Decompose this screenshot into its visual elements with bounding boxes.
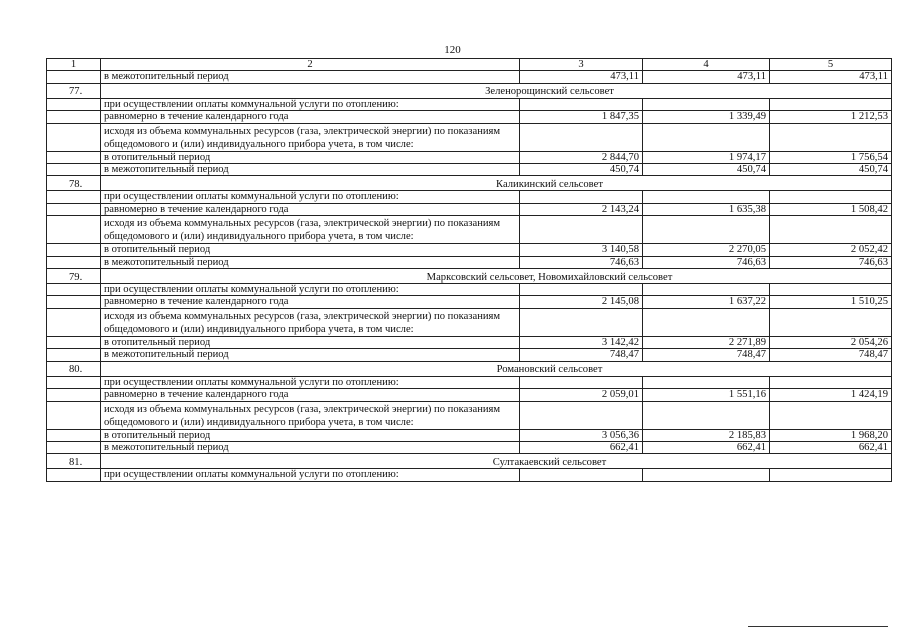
value-col3 bbox=[520, 469, 643, 481]
row-label: в межотопительный период bbox=[101, 71, 520, 83]
table-row bbox=[47, 164, 892, 176]
row-label: равномерно в течение календарного года bbox=[101, 296, 520, 308]
row-label: равномерно в течение календарного года bbox=[101, 111, 520, 123]
section-header-row bbox=[47, 454, 892, 469]
value-col5: 1 508,42 bbox=[770, 203, 892, 215]
row-number-cell bbox=[47, 256, 101, 268]
section-number: 77. bbox=[47, 83, 101, 98]
row-label: в отопительный период bbox=[101, 429, 520, 441]
value-col4: 2 185,83 bbox=[643, 429, 770, 441]
row-label: исходя из объема коммунальных ресурсов (газа, электрической энергии) по показаниям общедомового и (или) индивидуального прибора учета, в том числе: bbox=[101, 123, 520, 151]
value-col3: 2 844,70 bbox=[520, 151, 643, 163]
value-col4: 1 339,49 bbox=[643, 111, 770, 123]
value-col3: 473,11 bbox=[520, 71, 643, 83]
row-label: в отопительный период bbox=[101, 151, 520, 163]
row-label: при осуществлении оплаты коммунальной услуги по отоплению: bbox=[101, 191, 520, 203]
value-col5 bbox=[770, 98, 892, 110]
value-col3: 748,47 bbox=[520, 349, 643, 361]
column-header: 2 bbox=[101, 59, 520, 71]
section-number: 80. bbox=[47, 361, 101, 376]
value-col3: 3 140,58 bbox=[520, 244, 643, 256]
value-col5: 1 212,53 bbox=[770, 111, 892, 123]
value-col3: 2 145,08 bbox=[520, 296, 643, 308]
value-col4: 1 637,22 bbox=[643, 296, 770, 308]
value-col3: 3 142,42 bbox=[520, 336, 643, 348]
value-col5: 2 052,42 bbox=[770, 244, 892, 256]
value-col4 bbox=[643, 308, 770, 336]
section-number: 81. bbox=[47, 454, 101, 469]
row-label: в межотопительный период bbox=[101, 441, 520, 453]
value-col5 bbox=[770, 284, 892, 296]
table-row bbox=[47, 284, 892, 296]
value-col5: 450,74 bbox=[770, 164, 892, 176]
column-header-row bbox=[47, 59, 892, 71]
row-number-cell bbox=[47, 469, 101, 481]
value-col4 bbox=[643, 376, 770, 388]
value-col5: 1 510,25 bbox=[770, 296, 892, 308]
table-row bbox=[47, 296, 892, 308]
value-col4 bbox=[643, 284, 770, 296]
value-col4: 1 635,38 bbox=[643, 203, 770, 215]
value-col4: 2 270,05 bbox=[643, 244, 770, 256]
row-label: исходя из объема коммунальных ресурсов (газа, электрической энергии) по показаниям общедомового и (или) индивидуального прибора учета, в том числе: bbox=[101, 401, 520, 429]
section-header-row bbox=[47, 83, 892, 98]
row-number-cell bbox=[47, 308, 101, 336]
value-col5: 1 968,20 bbox=[770, 429, 892, 441]
value-col5 bbox=[770, 376, 892, 388]
row-number-cell bbox=[47, 401, 101, 429]
row-label: при осуществлении оплаты коммунальной услуги по отоплению: bbox=[101, 376, 520, 388]
value-col3 bbox=[520, 308, 643, 336]
section-header-row bbox=[47, 176, 892, 191]
table-row bbox=[47, 71, 892, 83]
column-header: 3 bbox=[520, 59, 643, 71]
table-row bbox=[47, 111, 892, 123]
row-label: при осуществлении оплаты коммунальной услуги по отоплению: bbox=[101, 98, 520, 110]
row-number-cell bbox=[47, 284, 101, 296]
row-label: при осуществлении оплаты коммунальной услуги по отоплению: bbox=[101, 469, 520, 481]
value-col4 bbox=[643, 98, 770, 110]
row-number-cell bbox=[47, 98, 101, 110]
column-header: 5 bbox=[770, 59, 892, 71]
value-col5: 1 424,19 bbox=[770, 389, 892, 401]
value-col5: 473,11 bbox=[770, 71, 892, 83]
row-number-cell bbox=[47, 244, 101, 256]
row-label: в межотопительный период bbox=[101, 164, 520, 176]
value-col5 bbox=[770, 308, 892, 336]
value-col3 bbox=[520, 376, 643, 388]
row-number-cell bbox=[47, 71, 101, 83]
value-col4 bbox=[643, 216, 770, 244]
row-number-cell bbox=[47, 376, 101, 388]
table-row bbox=[47, 191, 892, 203]
value-col5 bbox=[770, 191, 892, 203]
value-col3: 746,63 bbox=[520, 256, 643, 268]
row-label: в межотопительный период bbox=[101, 349, 520, 361]
row-number-cell bbox=[47, 441, 101, 453]
value-col4: 746,63 bbox=[643, 256, 770, 268]
row-number-cell bbox=[47, 216, 101, 244]
section-title: Романовский сельсовет bbox=[101, 361, 892, 376]
value-col4: 1 974,17 bbox=[643, 151, 770, 163]
value-col3 bbox=[520, 123, 643, 151]
value-col3: 450,74 bbox=[520, 164, 643, 176]
table-row bbox=[47, 349, 892, 361]
table-row bbox=[47, 401, 892, 429]
table-row bbox=[47, 469, 892, 481]
value-col4: 1 551,16 bbox=[643, 389, 770, 401]
value-col5 bbox=[770, 216, 892, 244]
value-col3: 3 056,36 bbox=[520, 429, 643, 441]
section-title: Зеленорощинский сельсовет bbox=[101, 83, 892, 98]
section-title: Марксовский сельсовет, Новомихайловский сельсовет bbox=[101, 269, 892, 284]
value-col4 bbox=[643, 191, 770, 203]
row-number-cell bbox=[47, 429, 101, 441]
value-col4: 662,41 bbox=[643, 441, 770, 453]
row-label: исходя из объема коммунальных ресурсов (газа, электрической энергии) по показаниям общедомового и (или) индивидуального прибора учета, в том числе: bbox=[101, 308, 520, 336]
value-col3 bbox=[520, 191, 643, 203]
row-number-cell bbox=[47, 123, 101, 151]
value-col4: 748,47 bbox=[643, 349, 770, 361]
table-row bbox=[47, 389, 892, 401]
value-col3: 662,41 bbox=[520, 441, 643, 453]
value-col3: 2 059,01 bbox=[520, 389, 643, 401]
row-label: в отопительный период bbox=[101, 336, 520, 348]
column-header: 4 bbox=[643, 59, 770, 71]
table-row bbox=[47, 203, 892, 215]
value-col5 bbox=[770, 469, 892, 481]
table-row bbox=[47, 151, 892, 163]
table-row bbox=[47, 376, 892, 388]
table-row bbox=[47, 336, 892, 348]
table-row bbox=[47, 308, 892, 336]
table-row bbox=[47, 441, 892, 453]
row-number-cell bbox=[47, 111, 101, 123]
value-col5: 746,63 bbox=[770, 256, 892, 268]
value-col3 bbox=[520, 216, 643, 244]
value-col4: 2 271,89 bbox=[643, 336, 770, 348]
row-number-cell bbox=[47, 164, 101, 176]
table-row bbox=[47, 216, 892, 244]
value-col4: 450,74 bbox=[643, 164, 770, 176]
page-number: 120 bbox=[444, 44, 461, 56]
value-col4: 473,11 bbox=[643, 71, 770, 83]
table-row bbox=[47, 244, 892, 256]
value-col3 bbox=[520, 401, 643, 429]
value-col4 bbox=[643, 123, 770, 151]
row-number-cell bbox=[47, 191, 101, 203]
row-label: при осуществлении оплаты коммунальной услуги по отоплению: bbox=[101, 284, 520, 296]
table-row bbox=[47, 429, 892, 441]
value-col5: 1 756,54 bbox=[770, 151, 892, 163]
column-header: 1 bbox=[47, 59, 101, 71]
row-number-cell bbox=[47, 389, 101, 401]
value-col3: 1 847,35 bbox=[520, 111, 643, 123]
value-col3 bbox=[520, 284, 643, 296]
row-number-cell bbox=[47, 151, 101, 163]
row-label: исходя из объема коммунальных ресурсов (газа, электрической энергии) по показаниям общедомового и (или) индивидуального прибора учета, в том числе: bbox=[101, 216, 520, 244]
section-number: 79. bbox=[47, 269, 101, 284]
value-col3 bbox=[520, 98, 643, 110]
row-label: равномерно в течение календарного года bbox=[101, 389, 520, 401]
row-label: равномерно в течение календарного года bbox=[101, 203, 520, 215]
value-col4 bbox=[643, 401, 770, 429]
section-title: Каликинский сельсовет bbox=[101, 176, 892, 191]
section-number: 78. bbox=[47, 176, 101, 191]
value-col3: 2 143,24 bbox=[520, 203, 643, 215]
value-col5 bbox=[770, 123, 892, 151]
table-row bbox=[47, 98, 892, 110]
row-number-cell bbox=[47, 336, 101, 348]
row-number-cell bbox=[47, 296, 101, 308]
tariff-table bbox=[46, 58, 892, 482]
value-col5: 662,41 bbox=[770, 441, 892, 453]
section-header-row bbox=[47, 361, 892, 376]
value-col4 bbox=[643, 469, 770, 481]
footer-rule bbox=[748, 626, 888, 627]
row-number-cell bbox=[47, 349, 101, 361]
row-label: в межотопительный период bbox=[101, 256, 520, 268]
section-header-row bbox=[47, 269, 892, 284]
row-label: в отопительный период bbox=[101, 244, 520, 256]
row-number-cell bbox=[47, 203, 101, 215]
table-row bbox=[47, 123, 892, 151]
value-col5 bbox=[770, 401, 892, 429]
value-col5: 748,47 bbox=[770, 349, 892, 361]
section-title: Султакаевский сельсовет bbox=[101, 454, 892, 469]
table-row bbox=[47, 256, 892, 268]
value-col5: 2 054,26 bbox=[770, 336, 892, 348]
